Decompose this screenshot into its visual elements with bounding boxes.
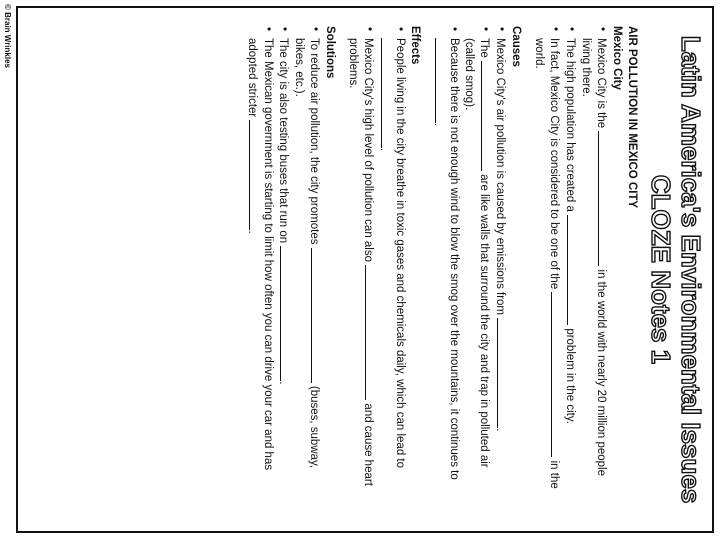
list-item: • The city is also testing buses that run on . (275, 38, 291, 496)
fill-in-blank[interactable] (551, 292, 562, 457)
section-list-solutions (244, 26, 322, 496)
fill-in-blank[interactable] (435, 38, 446, 123)
list-item: • Mexico City's high level of pollution can also and cause heart problems. (345, 38, 376, 496)
fill-in-blank[interactable] (497, 318, 508, 428)
list-item: • Because there is not enough wind to blow the smog over the mountains, it continues to . (430, 38, 461, 496)
fill-in-blank[interactable] (365, 265, 376, 400)
list-item: • The are like walls that surround the city and trap in polluted air (called smog). (461, 38, 492, 496)
section-list-causes (430, 26, 508, 496)
title-line-2: CLOZE Notes 1 (646, 174, 676, 365)
copyright-notice: © Brain Wrinkles (3, 4, 12, 68)
list-item: • Mexico City's air pollution is caused by emissions from . (492, 38, 508, 496)
section-heading-effects: Effects (409, 26, 421, 65)
list-item: • Mexico City is the in the world with nearly 20 million people living there. (578, 38, 609, 496)
list-item: • People living in the city breathe in toxic gases and chemicals daily, which can lead to . (376, 38, 407, 496)
fill-in-blank[interactable] (481, 61, 492, 171)
notes-content (236, 26, 639, 496)
cloze-notes-sheet (16, 6, 714, 533)
fill-in-blank[interactable] (311, 248, 322, 383)
fill-in-blank[interactable] (381, 38, 392, 148)
section-heading-mexico-city: Mexico City (611, 26, 623, 90)
list-item: • The Mexican government is starting to limit how often you can drive your car and has adopted stricter . (244, 38, 275, 496)
section-list-mexico-city (531, 26, 609, 496)
section-list-effects (345, 26, 407, 496)
main-heading: AIR POLLUTION IN MEXICO CITY (626, 26, 638, 209)
worksheet-title (646, 6, 706, 533)
list-item: • The high population has created a problem in the city. (562, 38, 578, 496)
fill-in-blank[interactable] (598, 131, 609, 266)
list-item: • In fact, Mexico City is considered to be one of the in the world. (531, 38, 562, 496)
title-line-1: Latin America's Environmental Issues (676, 35, 706, 504)
fill-in-blank[interactable] (280, 246, 291, 381)
list-item: • To reduce air pollution, the city promotes (buses, subway, bikes, etc.). (291, 38, 322, 496)
section-heading-causes: Causes (510, 26, 522, 67)
fill-in-blank[interactable] (567, 215, 578, 325)
fill-in-blank[interactable] (249, 120, 260, 230)
section-heading-solutions: Solutions (324, 26, 336, 79)
